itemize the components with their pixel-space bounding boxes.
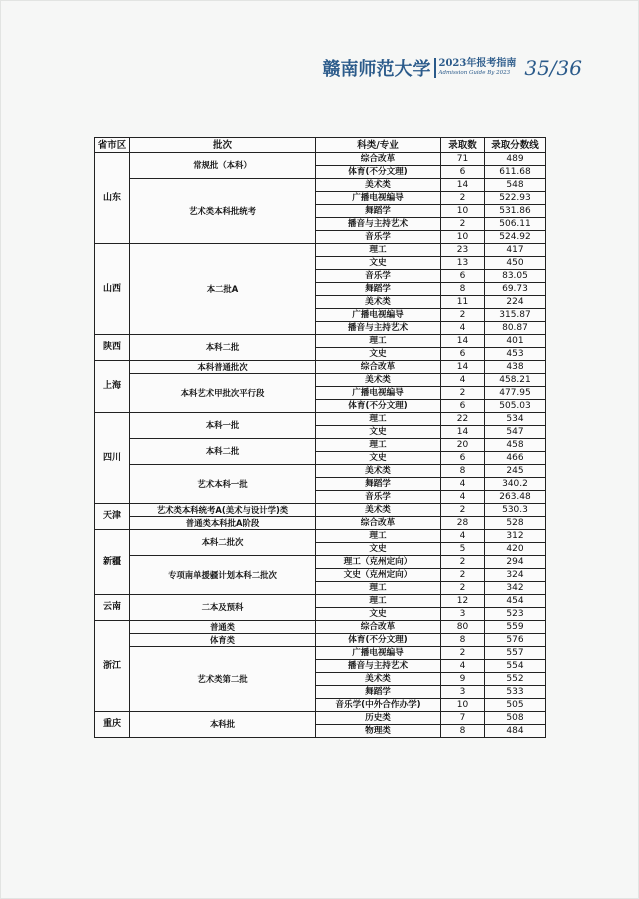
major-cell: 理工 [316,413,441,426]
batch-cell: 艺术类本科批统考 [130,179,316,244]
score-cell: 342 [485,582,546,595]
table-row [95,465,546,478]
major-cell: 理工 [316,335,441,348]
major-cell: 播音与主持艺术 [316,218,441,231]
university-name: 赣南师范大学 [322,59,431,80]
count-cell: 14 [441,426,485,439]
batch-cell: 本科二批 [130,335,316,361]
count-cell: 2 [441,309,485,322]
province-cell: 新疆 [95,530,130,595]
score-cell: 401 [485,335,546,348]
major-cell: 广播电视编导 [316,387,441,400]
score-cell: 505.03 [485,400,546,413]
table-row [95,374,546,387]
count-cell: 11 [441,296,485,309]
batch-cell: 本科艺术甲批次平行段 [130,374,316,413]
count-cell: 4 [441,374,485,387]
count-cell: 14 [441,179,485,192]
province-cell: 上海 [95,361,130,413]
major-cell: 音乐学(中外合作办学) [316,699,441,712]
score-cell: 534 [485,413,546,426]
page-header [323,55,582,81]
count-cell: 71 [441,153,485,166]
count-cell: 20 [441,439,485,452]
score-cell: 458 [485,439,546,452]
province-cell: 四川 [95,413,130,504]
table-row [95,530,546,543]
major-cell: 广播电视编导 [316,192,441,205]
score-cell: 528 [485,517,546,530]
major-cell: 美术类 [316,179,441,192]
major-cell: 理工 [316,439,441,452]
score-cell: 450 [485,257,546,270]
score-cell: 83.05 [485,270,546,283]
major-cell: 音乐学 [316,231,441,244]
column-header: 录取分数线 [485,138,546,153]
score-cell: 477.95 [485,387,546,400]
score-cell: 552 [485,673,546,686]
batch-cell: 本二批A [130,244,316,335]
major-cell: 综合改革 [316,621,441,634]
batch-cell: 艺术本科一批 [130,465,316,504]
score-cell: 454 [485,595,546,608]
table-body [95,153,546,738]
major-cell: 综合改革 [316,517,441,530]
table-row [95,179,546,192]
province-cell: 山东 [95,153,130,244]
score-cell: 576 [485,634,546,647]
count-cell: 9 [441,673,485,686]
major-cell: 舞蹈学 [316,205,441,218]
major-cell: 理工 [316,530,441,543]
batch-cell: 本科二批次 [130,530,316,556]
major-cell: 体育(不分文理) [316,166,441,179]
score-cell: 420 [485,543,546,556]
major-cell: 舞蹈学 [316,478,441,491]
table-row [95,517,546,530]
batch-cell: 艺术类第二批 [130,647,316,712]
major-cell: 综合改革 [316,361,441,374]
province-cell: 山西 [95,244,130,335]
score-cell: 508 [485,712,546,725]
score-cell: 315.87 [485,309,546,322]
province-cell: 重庆 [95,712,130,738]
count-cell: 5 [441,543,485,556]
count-cell: 80 [441,621,485,634]
batch-cell: 本科二批 [130,439,316,465]
major-cell: 文史 [316,426,441,439]
score-cell: 522.93 [485,192,546,205]
major-cell: 文史 [316,348,441,361]
guide-title: 2023年报考指南 [438,58,517,70]
count-cell: 14 [441,361,485,374]
count-cell: 6 [441,166,485,179]
province-cell: 浙江 [95,621,130,712]
score-cell: 506.11 [485,218,546,231]
column-header: 省市区 [95,138,130,153]
count-cell: 2 [441,192,485,205]
table-row [95,361,546,374]
province-cell: 陕西 [95,335,130,361]
count-cell: 28 [441,517,485,530]
major-cell: 广播电视编导 [316,647,441,660]
major-cell: 理工 [316,244,441,257]
table-row [95,504,546,517]
score-cell: 557 [485,647,546,660]
major-cell: 理工（克州定向） [316,556,441,569]
table-row [95,413,546,426]
score-cell: 524.92 [485,231,546,244]
batch-cell: 本科一批 [130,413,316,439]
count-cell: 6 [441,270,485,283]
major-cell: 播音与主持艺术 [316,322,441,335]
batch-cell: 体育类 [130,634,316,647]
major-cell: 理工 [316,595,441,608]
count-cell: 8 [441,725,485,738]
score-cell: 466 [485,452,546,465]
major-cell: 文史 [316,257,441,270]
province-cell: 天津 [95,504,130,530]
count-cell: 14 [441,335,485,348]
count-cell: 6 [441,348,485,361]
major-cell: 历史类 [316,712,441,725]
major-cell: 体育(不分文理) [316,634,441,647]
score-cell: 533 [485,686,546,699]
score-cell: 547 [485,426,546,439]
score-cell: 531.86 [485,205,546,218]
major-cell: 音乐学 [316,270,441,283]
batch-cell: 普通类本科批A阶段 [130,517,316,530]
count-cell: 2 [441,387,485,400]
admission-score-table [94,137,546,738]
major-cell: 文史（克州定向） [316,569,441,582]
count-cell: 2 [441,556,485,569]
count-cell: 6 [441,452,485,465]
score-cell: 453 [485,348,546,361]
major-cell: 综合改革 [316,153,441,166]
count-cell: 8 [441,465,485,478]
column-header: 录取数 [441,138,485,153]
score-cell: 224 [485,296,546,309]
count-cell: 3 [441,686,485,699]
batch-cell: 常规批（本科） [130,153,316,179]
score-cell: 69.73 [485,283,546,296]
score-cell: 523 [485,608,546,621]
score-cell: 530.3 [485,504,546,517]
major-cell: 美术类 [316,465,441,478]
score-cell: 458.21 [485,374,546,387]
major-cell: 广播电视编导 [316,309,441,322]
table-row [95,556,546,569]
major-cell: 文史 [316,608,441,621]
major-cell: 文史 [316,452,441,465]
count-cell: 10 [441,699,485,712]
score-cell: 548 [485,179,546,192]
score-cell: 438 [485,361,546,374]
page-number: 35/36 [524,56,582,80]
score-cell: 263.48 [485,491,546,504]
major-cell: 舞蹈学 [316,686,441,699]
header-divider [434,58,436,78]
count-cell: 4 [441,478,485,491]
column-header: 批次 [130,138,316,153]
count-cell: 22 [441,413,485,426]
major-cell: 理工 [316,582,441,595]
major-cell: 文史 [316,543,441,556]
count-cell: 4 [441,530,485,543]
province-cell: 云南 [95,595,130,621]
count-cell: 2 [441,504,485,517]
batch-cell: 专项南单援疆计划本科二批次 [130,556,316,595]
major-cell: 播音与主持艺术 [316,660,441,673]
count-cell: 8 [441,634,485,647]
count-cell: 10 [441,205,485,218]
score-cell: 611.68 [485,166,546,179]
batch-cell: 二本及预科 [130,595,316,621]
major-cell: 美术类 [316,296,441,309]
count-cell: 3 [441,608,485,621]
table-row [95,595,546,608]
count-cell: 4 [441,660,485,673]
table-row [95,244,546,257]
batch-cell: 艺术类本科统考A(美术与设计学)类 [130,504,316,517]
guide-title-block [439,59,517,77]
major-cell: 舞蹈学 [316,283,441,296]
score-cell: 484 [485,725,546,738]
count-cell: 2 [441,218,485,231]
batch-cell: 本科普通批次 [130,361,316,374]
score-cell: 505 [485,699,546,712]
score-cell: 324 [485,569,546,582]
column-header: 科类/专业 [316,138,441,153]
count-cell: 7 [441,712,485,725]
score-cell: 312 [485,530,546,543]
batch-cell: 本科批 [130,712,316,738]
table-row [95,153,546,166]
count-cell: 6 [441,400,485,413]
count-cell: 4 [441,491,485,504]
batch-cell: 普通类 [130,621,316,634]
score-cell: 489 [485,153,546,166]
table-row [95,647,546,660]
count-cell: 12 [441,595,485,608]
score-cell: 294 [485,556,546,569]
major-cell: 音乐学 [316,491,441,504]
score-cell: 245 [485,465,546,478]
count-cell: 2 [441,647,485,660]
count-cell: 2 [441,582,485,595]
table-row [95,712,546,725]
major-cell: 美术类 [316,504,441,517]
major-cell: 美术类 [316,374,441,387]
major-cell: 美术类 [316,673,441,686]
count-cell: 10 [441,231,485,244]
guide-subtitle: Admission Guide By 2023 [438,70,511,77]
count-cell: 23 [441,244,485,257]
major-cell: 体育(不分文理) [316,400,441,413]
table-row [95,439,546,452]
score-cell: 554 [485,660,546,673]
score-cell: 417 [485,244,546,257]
score-cell: 80.87 [485,322,546,335]
table-row [95,634,546,647]
score-cell: 340.2 [485,478,546,491]
major-cell: 物理类 [316,725,441,738]
count-cell: 8 [441,283,485,296]
count-cell: 4 [441,322,485,335]
score-cell: 559 [485,621,546,634]
table-row [95,335,546,348]
table-header-row [95,138,546,153]
table-row [95,621,546,634]
count-cell: 13 [441,257,485,270]
count-cell: 2 [441,569,485,582]
